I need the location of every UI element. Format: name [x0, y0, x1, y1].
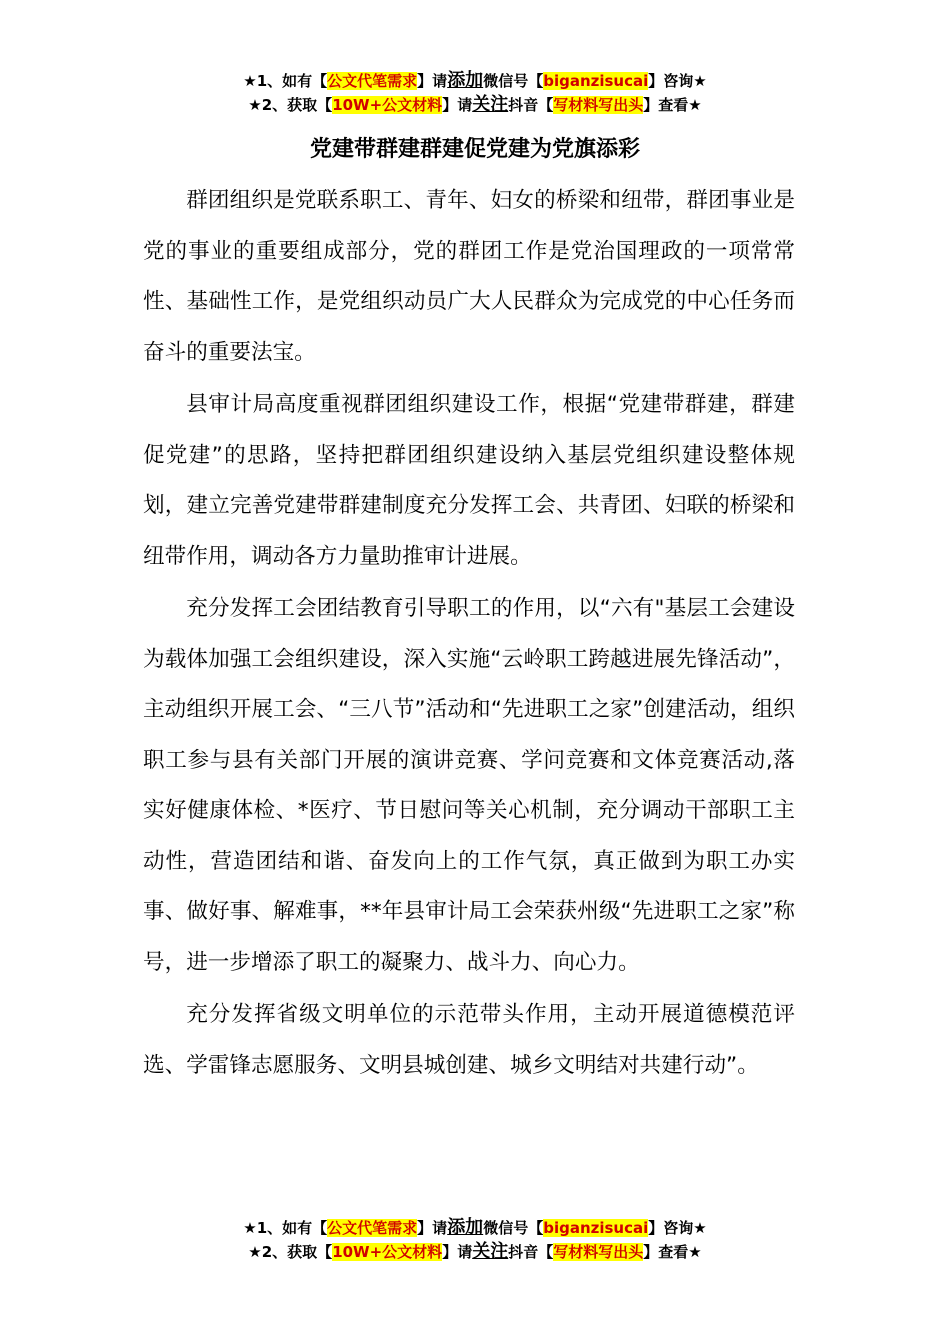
paragraph: 充分发挥省级文明单位的示范带头作用，主动开展道德模范评选、学雷锋志愿服务、文明县城创建、城乡文明结对共建行动”。 [143, 1002, 795, 1078]
banner-text: 】查看★ [643, 1243, 702, 1261]
highlight-service: 公文代笔需求 [327, 72, 418, 90]
highlight-douyin: 写材料写出头 [553, 96, 644, 114]
banner-line-1 [0, 1216, 950, 1240]
highlight-wechat-id: biganzisucai [543, 72, 649, 90]
highlight-douyin: 写材料写出头 [553, 1243, 644, 1261]
banner-text: ★2、获取【 [248, 96, 333, 114]
banner-text: 】请 [442, 1243, 473, 1261]
banner-text: 】请 [442, 96, 473, 114]
banner-text: 】咨询★ [648, 72, 707, 90]
banner-line-1 [0, 69, 950, 93]
banner-text: 微信号【 [483, 72, 544, 90]
banner-text: ★2、获取【 [248, 1243, 333, 1261]
banner-text: ★1、如有【 [243, 72, 328, 90]
highlight-wechat-id: biganzisucai [543, 1219, 649, 1237]
underlined-keyword: 添加 [447, 1217, 484, 1238]
banner-text: 】请 [417, 72, 448, 90]
footer-banner [0, 1216, 950, 1264]
header-banner [0, 69, 950, 117]
underlined-keyword: 关注 [472, 94, 509, 115]
highlight-materials: 10W+公文材料 [332, 96, 443, 114]
banner-text: 】查看★ [643, 96, 702, 114]
underlined-keyword: 关注 [472, 1241, 509, 1262]
banner-text: 】请 [417, 1219, 448, 1237]
banner-text: 】咨询★ [648, 1219, 707, 1237]
document-body [143, 176, 795, 1093]
document-title: 党建带群建群建促党建为党旗添彩 [309, 137, 640, 162]
highlight-materials: 10W+公文材料 [332, 1243, 443, 1261]
banner-text: ★1、如有【 [243, 1219, 328, 1237]
banner-line-2 [0, 1240, 950, 1264]
banner-text: 抖音【 [508, 96, 554, 114]
paragraph: 县审计局高度重视群团组织建设工作，根据“党建带群建，群建促党建”的思路，坚持把群团组织建设纳入基层党组织建设整体规划，建立完善党建带群建制度充分发挥工会、共青团、妇联的桥梁和纽带作用，调动各方力量助推审计进展。 [143, 392, 795, 569]
banner-text: 微信号【 [483, 1219, 544, 1237]
banner-text: 抖音【 [508, 1243, 554, 1261]
paragraph: 充分发挥工会团结教育引导职工的作用，以“六有"基层工会建设为载体加强工会组织建设，深入实施“云岭职工跨越进展先锋活动”，主动组织开展工会、“三八节”活动和“先进职工之家”创建活动，组织职工参与县有关部门开展的演讲竞赛、学问竞赛和文体竞赛活动,落实好健康体检、*医疗、节日慰问等关心机制，充分调动干部职工主动性，营造团结和谐、奋发向上的工作气氛，真正做到为职工办实事、做好事、解难事，**年县审计局工会荣获州级“先进职工之家”称号，进一步增添了职工的凝聚力、战斗力、向心力。 [143, 596, 795, 975]
paragraph: 群团组织是党联系职工、青年、妇女的桥梁和纽带，群团事业是党的事业的重要组成部分，党的群团工作是党治国理政的一项常常性、基础性工作，是党组织动员广大人民群众为完成党的中心任务而奋斗的重要法宝。 [143, 188, 795, 365]
underlined-keyword: 添加 [447, 70, 484, 91]
banner-line-2 [0, 93, 950, 117]
highlight-service: 公文代笔需求 [327, 1219, 418, 1237]
